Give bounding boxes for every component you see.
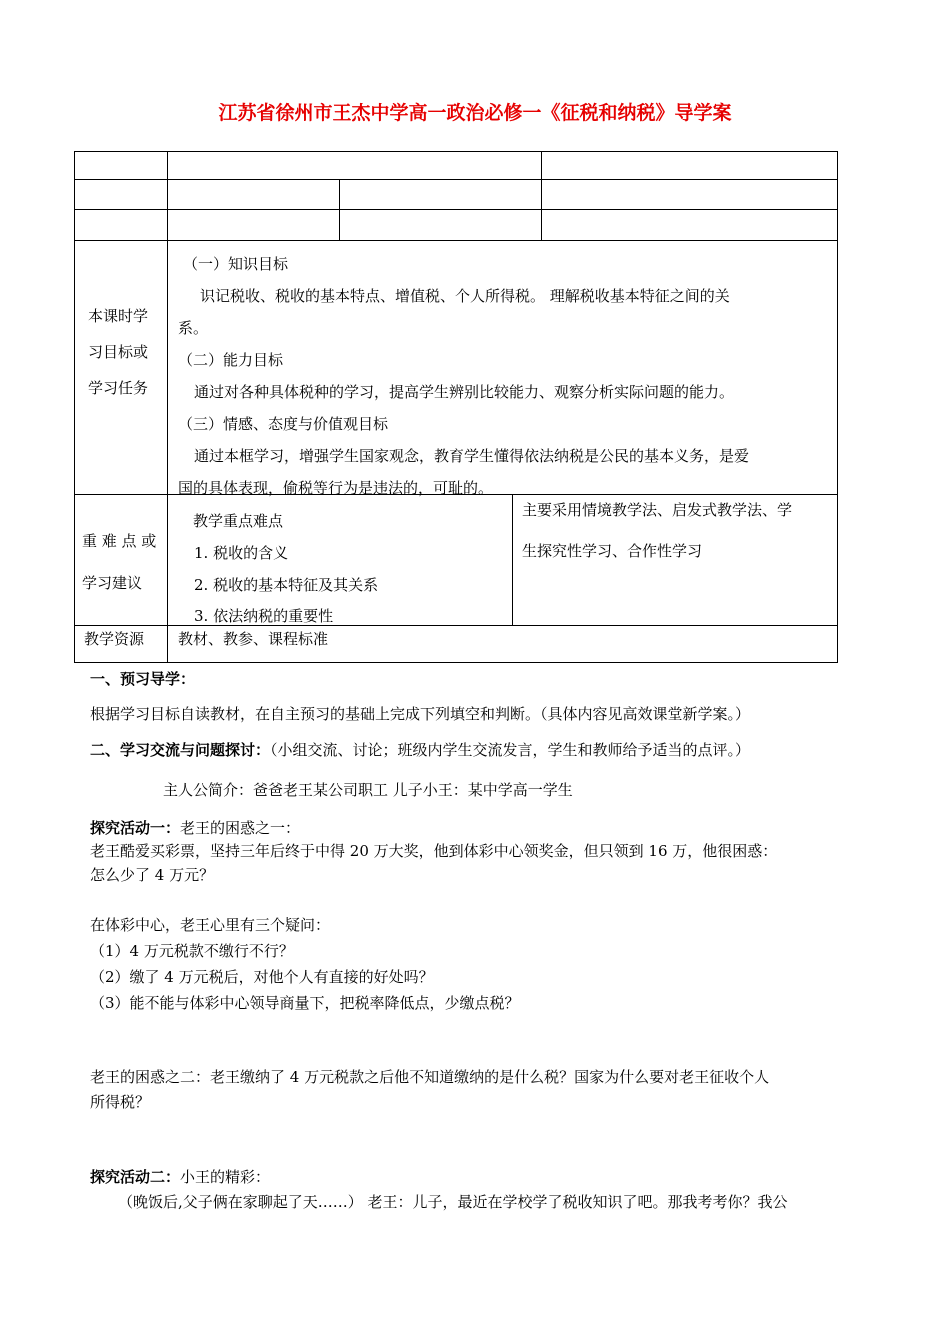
activity1-heading: 探究活动一： [90, 819, 181, 837]
question-item: （3）能不能与体彩中心领导商量下，把税率降低点，少缴点税？ [90, 994, 520, 1012]
ability-goal-text: 通过对各种具体税种的学习，提高学生辨别比较能力、观察分析实际问题的能力。 [194, 383, 735, 401]
knowledge-goal-text-cont: 系。 [178, 319, 209, 337]
keypoint-item: 1. 税收的含义 [194, 544, 289, 562]
ability-goal-heading: （二）能力目标 [178, 351, 284, 369]
resources-label: 教学资源 [84, 630, 145, 648]
activity1-story-cont: 怎么少了 4 万元？ [90, 866, 215, 884]
section1-text: 根据学习目标自读教材，在自主预习的基础上完成下列填空和判断。（具体内容见高效课堂新学案。） [90, 705, 751, 723]
knowledge-goal-heading: （一）知识目标 [183, 255, 289, 273]
knowledge-goal-text: 识记税收、税收的基本特点、增值税、个人所得税。 理解税收基本特征之间的关 [200, 287, 730, 305]
attitude-goal-text: 通过本框学习，增强学生国家观念，教育学生懂得依法纳税是公民的基本义务，是爱 [194, 447, 750, 465]
attitude-goal-text-cont: 国的具体表现，偷税等行为是违法的，可耻的。 [178, 479, 494, 497]
activity2-subtitle: 小王的精彩： [180, 1168, 271, 1186]
teaching-method-text: 主要采用情境教学法、启发式教学法、学 [522, 501, 793, 519]
section1-heading: 一、预习导学： [90, 670, 196, 688]
teaching-method-text-cont: 生探究性学习、合作性学习 [522, 542, 703, 560]
section2-note: （小组交流、讨论；班级内学生交流发言，学生和教师给予适当的点评。） [270, 741, 751, 759]
activity2-dialogue: （晚饭后,父子俩在家聊起了天……） 老王：儿子，最近在学校学了税收知识了吧。那我考考你？我公 [118, 1193, 788, 1211]
objectives-label: 本课时学 习目标或 学习任务 [88, 307, 149, 397]
activity2-heading: 探究活动二： [90, 1168, 181, 1186]
characters-intro: 主人公简介：爸爸老王某公司职工 儿子小王：某中学高一学生 [163, 781, 573, 799]
keypoint-item: 3. 依法纳税的重要性 [194, 607, 334, 625]
section2-heading: 二、学习交流与问题探讨： [90, 741, 271, 759]
activity1-title [90, 817, 300, 838]
page-title: 江苏省徐州市王杰中学高一政治必修一《征税和纳税》导学案 [218, 102, 732, 124]
activity1-story: 老王酷爱买彩票，坚持三年后终于中得 20 万大奖，他到体彩中心领奖金，但只领到 16 万，他很困惑： [90, 842, 778, 860]
question-item: （2）缴了 4 万元税后，对他个人有直接的好处吗？ [90, 968, 434, 986]
keypoint-item: 2. 税收的基本特征及其关系 [194, 576, 379, 594]
attitude-goal-heading: （三）情感、态度与价值观目标 [178, 415, 389, 433]
keypoints-heading: 教学重点难点 [193, 512, 284, 530]
question-item: （1）4 万元税款不缴行不行？ [90, 942, 294, 960]
confusion2-text-cont: 所得税？ [90, 1093, 151, 1111]
activity1-intro: 在体彩中心，老王心里有三个疑问： [90, 916, 331, 934]
activity2-title [90, 1166, 270, 1187]
keypoints-label: 重 难 点 或 学习建议 [82, 532, 157, 592]
resources-value: 教材、教参、课程标准 [178, 630, 329, 648]
confusion2-text: 老王的困惑之二：老王缴纳了 4 万元税款之后他不知道缴纳的是什么税？国家为什么要对老王征收个人 [90, 1068, 770, 1086]
section2-line [90, 739, 750, 760]
lesson-info-table [74, 151, 838, 663]
activity1-subtitle: 老王的困惑之一： [180, 819, 301, 837]
